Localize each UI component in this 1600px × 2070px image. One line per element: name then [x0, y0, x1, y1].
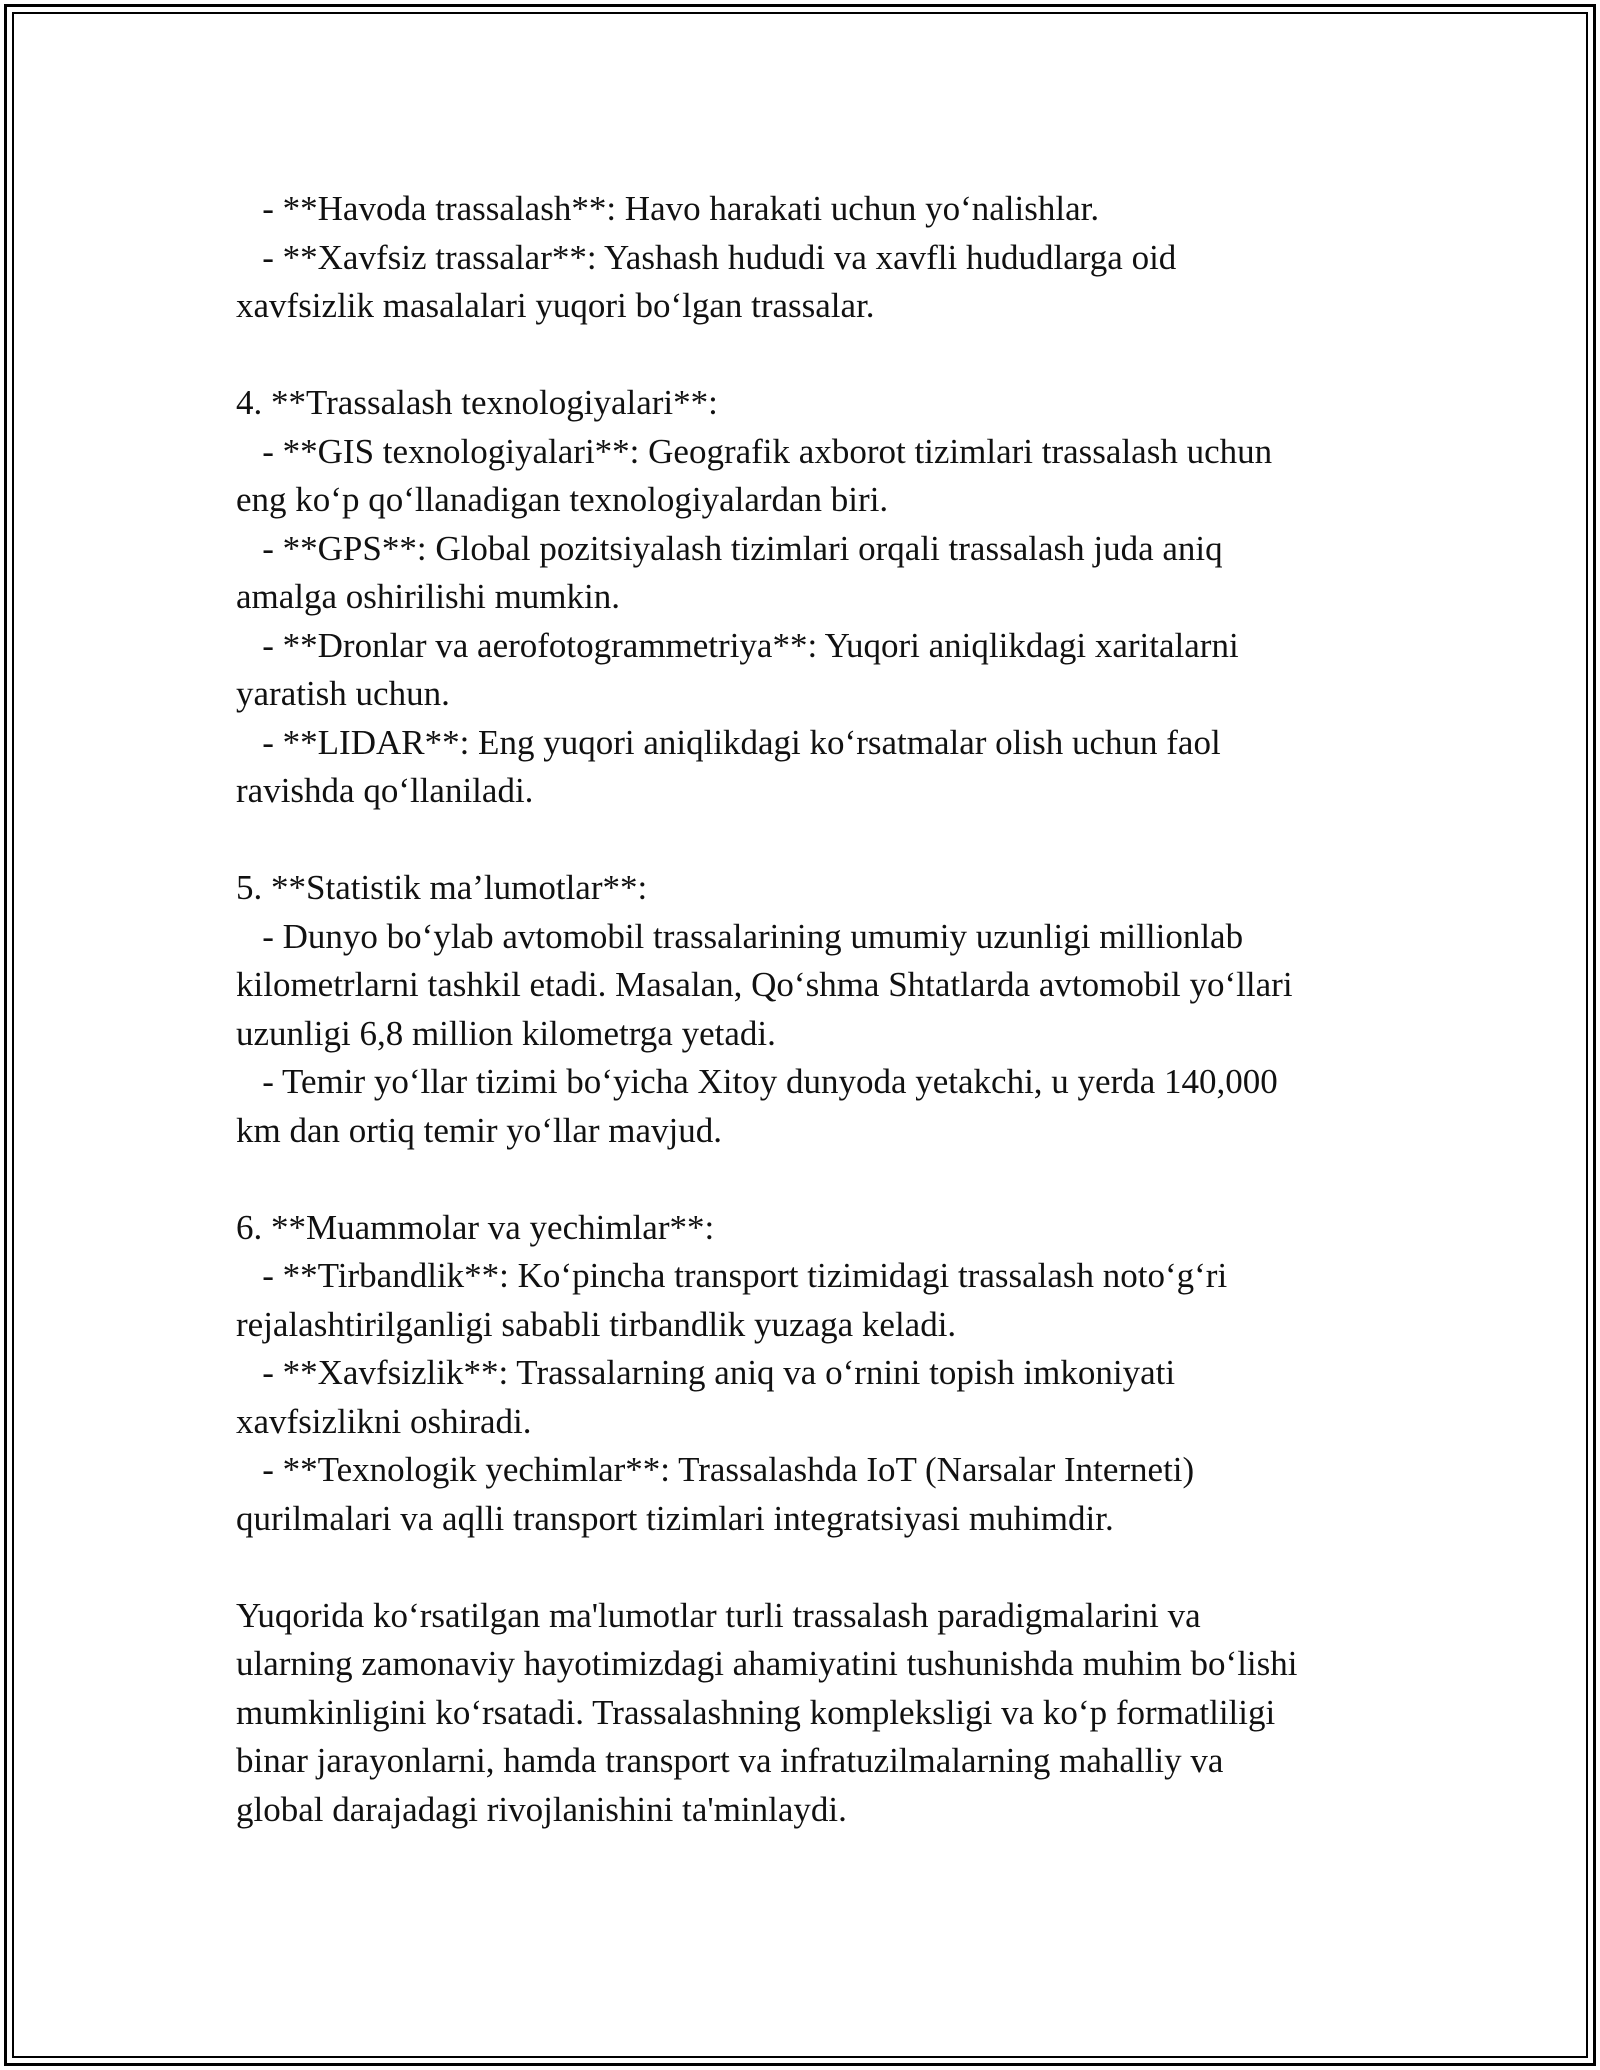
- text-line: qurilmalari va aqlli transport tizimlari integratsiyasi muhimdir.: [236, 1498, 1114, 1538]
- blank-line: [236, 331, 1366, 380]
- text-line: Yuqorida ko‘rsatilgan ma'lumotlar turli trassalash paradigmalarini va: [236, 1595, 1201, 1635]
- text-line: 5. **Statistik ma’lumotlar**:: [236, 868, 648, 907]
- text-line: mumkinligini ko‘rsatadi. Trassalashning kompleksligi va ko‘p formatliligi: [236, 1692, 1276, 1732]
- document-body: [236, 185, 1366, 1834]
- text-line: - **Dronlar va aerofotogrammetriya**: Yuqori aniqlikdagi xaritalarni: [236, 625, 1239, 665]
- text-line: 4. **Trassalash texnologiyalari**:: [236, 383, 718, 422]
- text-line: - **Xavfsizlik**: Trassalarning aniq va o‘rnini topish imkoniyati: [236, 1353, 1176, 1392]
- text-line: - Temir yo‘llar tizimi bo‘yicha Xitoy dunyoda yetakchi, u yerda 140,000: [236, 1062, 1278, 1101]
- text-line: 6. **Muammolar va yechimlar**:: [236, 1207, 715, 1247]
- text-line: - **GPS**: Global pozitsiyalash tizimlari orqali trassalash juda aniq: [236, 528, 1223, 568]
- text-line: amalga oshirilishi mumkin.: [236, 577, 620, 616]
- text-line: - **GIS texnologiyalari**: Geografik axborot tizimlari trassalash uchun: [236, 431, 1273, 471]
- text-line: binar jarayonlarni, hamda transport va infratuzilmalarning mahalliy va: [236, 1741, 1224, 1780]
- text-line: eng ko‘p qo‘llanadigan texnologiyalardan biri.: [236, 480, 889, 519]
- text-line: km dan ortiq temir yo‘llar mavjud.: [236, 1110, 723, 1150]
- blank-line: [236, 1543, 1366, 1592]
- text-line: ularning zamonaviy hayotimizdagi ahamiyatini tushunishda muhim bo‘lishi: [236, 1644, 1298, 1683]
- text-line: uzunligi 6,8 million kilometrga yetadi.: [236, 1013, 776, 1053]
- blank-line: [236, 1155, 1366, 1204]
- text-line: - **Texnologik yechimlar**: Trassalashda IoT (Narsalar Interneti): [236, 1450, 1195, 1489]
- blank-line: [236, 816, 1366, 865]
- text-line: rejalashtirilganligi sababli tirbandlik yuzaga keladi.: [236, 1304, 957, 1344]
- text-line: xavfsizlik masalalari yuqori bo‘lgan trassalar.: [236, 286, 875, 325]
- text-line: - **Xavfsiz trassalar**: Yashash hududi va xavfli hududlarga oid: [236, 237, 1177, 277]
- text-line: global darajadagi rivojlanishini ta'minlaydi.: [236, 1789, 847, 1829]
- text-line: - **Havoda trassalash**: Havo harakati uchun yo‘nalishlar.: [236, 189, 1100, 228]
- text-line: - **LIDAR**: Eng yuqori aniqlikdagi ko‘rsatmalar olish uchun faol: [236, 722, 1221, 762]
- text-line: - **Tirbandlik**: Ko‘pincha transport tizimidagi trassalash noto‘g‘ri: [236, 1256, 1228, 1295]
- text-line: - Dunyo bo‘ylab avtomobil trassalarining umumiy uzunligi millionlab: [236, 916, 1244, 956]
- text-line: ravishda qo‘llaniladi.: [236, 771, 534, 810]
- text-line: yaratish uchun.: [236, 674, 450, 713]
- text-line: kilometrlarni tashkil etadi. Masalan, Qo‘shma Shtatlarda avtomobil yo‘llari: [236, 965, 1293, 1004]
- text-line: xavfsizlikni oshiradi.: [236, 1401, 532, 1441]
